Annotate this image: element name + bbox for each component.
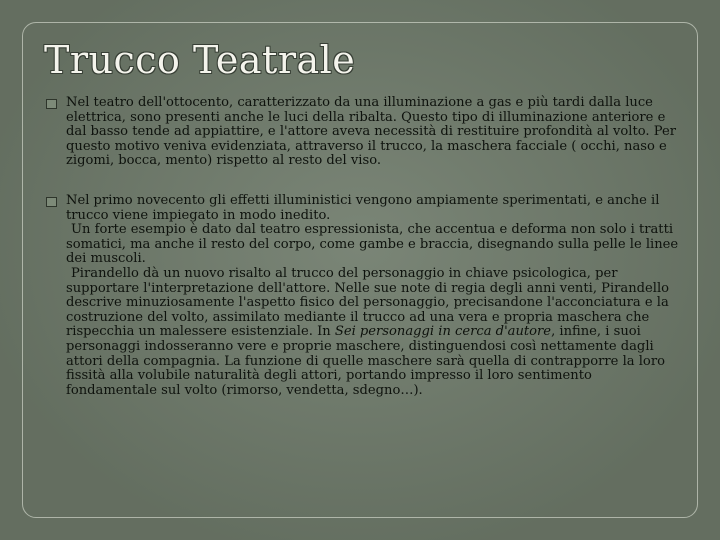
- bullet-box-icon: [46, 99, 57, 109]
- bullet-text-ottocento: Nel teatro dell'ottocento, caratterizzato da una illuminazione a gas e più tardi dalla luce elettrica, sono presenti anche le luci della ribalta. Questo tipo di illuminazione anteriore e dal basso tende ad appiattire, e l'attore aveva necessità di restituire profondità al volto. Per questo motivo veniva evidenziata, attraverso il trucco, la maschera facciale ( occhi, naso e zigomi, bocca, mento) rispetto al resto del viso.: [66, 95, 676, 169]
- paragraph-espressionismo: Un forte esempio è dato dal teatro espressionista, che accentua e deforma non solo i tratti somatici, ma anche il resto del corpo, come gambe e braccia, disegnando sulla pelle le linee dei muscoli.: [66, 222, 679, 267]
- bullet-text-novecento: Nel primo novecento gli effetti illuministici vengono ampiamente sperimentati, e anche il trucco viene impiegato in modo inedito.: [66, 192, 660, 223]
- slide-body: [44, 96, 684, 398]
- pirandello-text-start: Pirandello dà un nuovo risalto al trucco del personaggio in chiave psicologica, per supportare l'interpretazione dell'attore. Nelle sue note di regia degli anni venti, Pirandello descrive minuziosamente l'aspetto fisico del personaggio, precisandone l'acconciatura e la costruzione del volto, assimilato mediante il trucco ad una vera e propria maschera che rispecchia un malessere esistenziale. In: [66, 265, 670, 340]
- work-title-sei-personaggi: Sei personaggi in cerca d'autore: [334, 324, 552, 340]
- bullet-item-ottocento: [44, 96, 684, 169]
- slide-title: Trucco Teatrale: [44, 38, 356, 82]
- paragraph-pirandello: [66, 267, 684, 398]
- bullet-item-novecento: [44, 194, 684, 398]
- bullet-box-icon: [46, 197, 57, 207]
- pirandello-text-end: , infine, i suoi personaggi indosseranno vere e proprie maschere, distinguendosi così nettamente dagli attori della compagnia. La funzione di quelle maschere sarà quella di contrapporre la loro fissità alla volubile naturalità degli attori, portando impresso il loro sentimento fondamentale sul volto (rimorso, vendetta, sdegno…).: [66, 324, 665, 398]
